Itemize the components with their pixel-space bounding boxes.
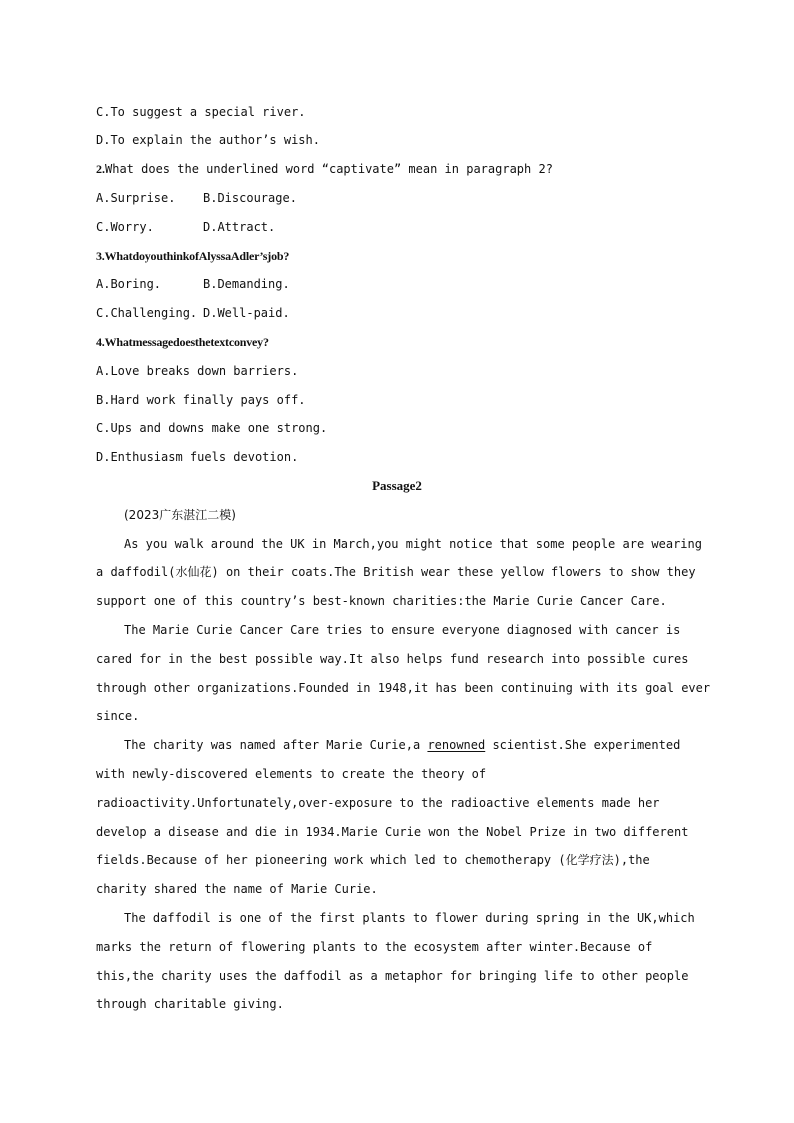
q2-options-row-1 — [96, 190, 175, 206]
q4-option-d: D.Enthusiasm fuels devotion. — [96, 450, 299, 464]
q4-stem: 4.Whatmessagedoesthetextconvey? — [96, 335, 269, 349]
p3-chinese-gloss: 化学疗法 — [565, 853, 614, 867]
q4-option-c: C.Ups and downs make one strong. — [96, 421, 328, 435]
passage-source: (2023广东湛江二模) — [124, 508, 236, 522]
p2-line-3: through other organizations.Founded in 1948,it has been continuing with its goal ever — [96, 681, 711, 695]
p1-line-2b: ) on their coats.The British wear these yellow flowers to show they — [211, 565, 696, 579]
p2-line-2: cared for in the best possible way.It also helps fund research into possible cures — [96, 652, 689, 666]
p3-line-2: with newly-discovered elements to create the theory of — [96, 767, 487, 781]
q2-option-d: D.Attract. — [203, 220, 276, 234]
p3-line-1b: scientist.She experimented — [485, 738, 681, 752]
q3-option-d: D.Well-paid. — [203, 306, 290, 320]
q2-stem-line — [96, 161, 553, 177]
p3-line-1 — [124, 737, 680, 753]
p2-line-4: since. — [96, 709, 140, 723]
p3-line-1a: The charity was named after Marie Curie,a — [124, 738, 428, 752]
q3-option-a: A.Boring. — [96, 277, 162, 291]
p1-chinese-gloss: 水仙花 — [175, 565, 212, 579]
p1-line-3: support one of this country’s best-known charities:the Marie Curie Cancer Care. — [96, 594, 667, 608]
p3-line-6: charity shared the name of Marie Curie. — [96, 882, 378, 896]
q2-option-c: C.Worry. — [96, 220, 154, 234]
p3-line-5a: fields.Because of her pioneering work which led to chemotherapy ( — [96, 853, 566, 867]
p3-line-5 — [96, 852, 650, 868]
q2-option-b: B.Discourage. — [203, 191, 297, 205]
p2-line-1: The Marie Curie Cancer Care tries to ensure everyone diagnosed with cancer is — [124, 623, 681, 637]
p3-line-3: radioactivity.Unfortunately,over-exposure to the radioactive elements made her — [96, 796, 660, 810]
p4-line-2: marks the return of flowering plants to the ecosystem after winter.Because of — [96, 940, 653, 954]
passage-title: Passage2 — [372, 478, 422, 493]
q3-option-c: C.Challenging. — [96, 306, 198, 320]
p1-line-1: As you walk around the UK in March,you might notice that some people are wearing — [124, 537, 702, 551]
q2-option-a: A.Surprise. — [96, 191, 176, 205]
q3-option-b: B.Demanding. — [203, 277, 290, 291]
q3-stem: 3.WhatdoyouthinkofAlyssaAdler’sjob? — [96, 249, 290, 263]
p1-line-2 — [96, 564, 696, 580]
p4-line-4: through charitable giving. — [96, 997, 284, 1011]
q4-option-a: A.Love breaks down barriers. — [96, 364, 299, 378]
q1-option-c: C.To suggest a special river. — [96, 105, 306, 119]
q2-stem: What does the underlined word “captivate” mean in paragraph 2? — [105, 162, 553, 176]
q1-option-d: D.To explain the author’s wish. — [96, 133, 320, 147]
p3-line-4: develop a disease and die in 1934.Marie Curie won the Nobel Prize in two different — [96, 825, 689, 839]
p3-line-5b: ),the — [613, 853, 650, 867]
p1-line-2a: a daffodil( — [96, 565, 176, 579]
p4-line-1: The daffodil is one of the first plants to flower during spring in the UK,which — [124, 911, 695, 925]
q4-option-b: B.Hard work finally pays off. — [96, 393, 306, 407]
p4-line-3: this,the charity uses the daffodil as a metaphor for bringing life to other people — [96, 969, 689, 983]
q2-number: 2. — [96, 162, 105, 176]
underlined-word: renowned — [427, 738, 486, 752]
